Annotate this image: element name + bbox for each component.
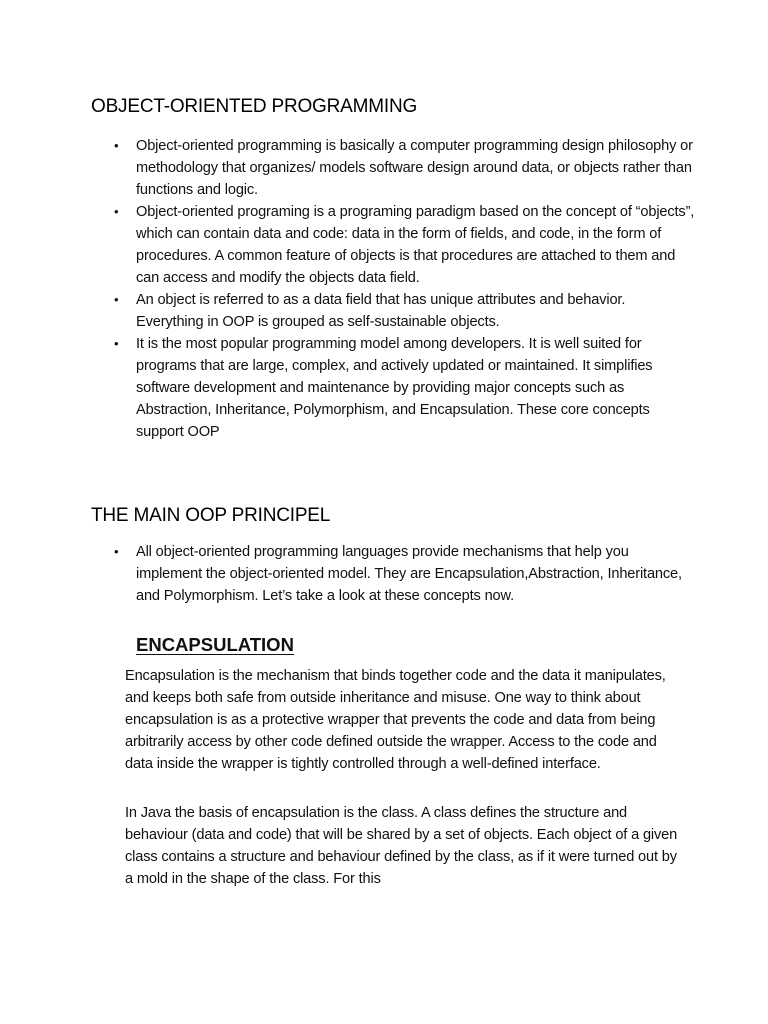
bullet-text: All object-oriented programming languages provide mechanisms that help you implement the object-oriented model. They are Encapsulation,Abstraction, Inheritance, and Polymorphism. Let’s take a look at these concepts now. <box>136 544 682 604</box>
list-item <box>0 541 696 607</box>
list-item <box>0 135 696 201</box>
bullet-text: An object is referred to as a data field that has unique attributes and behavior. Everything in OOP is grouped as self-sustainable objects. <box>136 292 626 330</box>
encapsulation-heading: ENCAPSULATION <box>136 634 294 655</box>
bullet-icon: • <box>114 336 119 351</box>
list-item <box>0 333 696 443</box>
bullet-icon: • <box>114 292 119 307</box>
bullet-icon: • <box>114 138 119 153</box>
bullet-icon: • <box>114 544 119 559</box>
section-title-oop: OBJECT-ORIENTED PROGRAMMING <box>91 96 418 117</box>
principles-bullet-list <box>0 541 768 607</box>
section-title-principles: THE MAIN OOP PRINCIPEL <box>91 505 331 526</box>
bullet-text: Object-oriented programing is a programing paradigm based on the concept of “objects”, which can contain data and code: data in the form of fields, and code, in the form of procedures. A common feature of objects is that procedures are attached to them and can access and modify the objects data field. <box>136 204 695 286</box>
oop-bullet-list <box>0 135 768 443</box>
encapsulation-paragraph: Encapsulation is the mechanism that binds together code and the data it manipulates, and keeps both safe from outside inheritance and misuse. One way to think about encapsulation is as a protective wrapper that prevents the code and data from being arbitrarily access by other code defined outside the wrapper. Access to the code and data inside the wrapper is tightly controlled through a well-defined interface. <box>125 668 666 772</box>
bullet-icon: • <box>114 204 119 219</box>
list-item <box>0 289 696 333</box>
bullet-text: It is the most popular programming model among developers. It is well suited for programs that are large, complex, and actively updated or maintained. It simplifies software development and maintenance by providing major concepts such as Abstraction, Inheritance, Polymorphism, and Encapsulation. These core concepts support OOP <box>136 336 653 440</box>
list-item <box>0 201 696 289</box>
encapsulation-paragraph: In Java the basis of encapsulation is the class. A class defines the structure and behaviour (data and code) that will be shared by a set of objects. Each object of a given class contains a structure and behaviour defined by the class, as if it were turned out by a mold in the shape of the class. For this <box>125 805 678 887</box>
bullet-text: Object-oriented programming is basically a computer programming design philosophy or methodology that organizes/ models software design around data, or objects rather than functions and logic. <box>136 138 693 198</box>
